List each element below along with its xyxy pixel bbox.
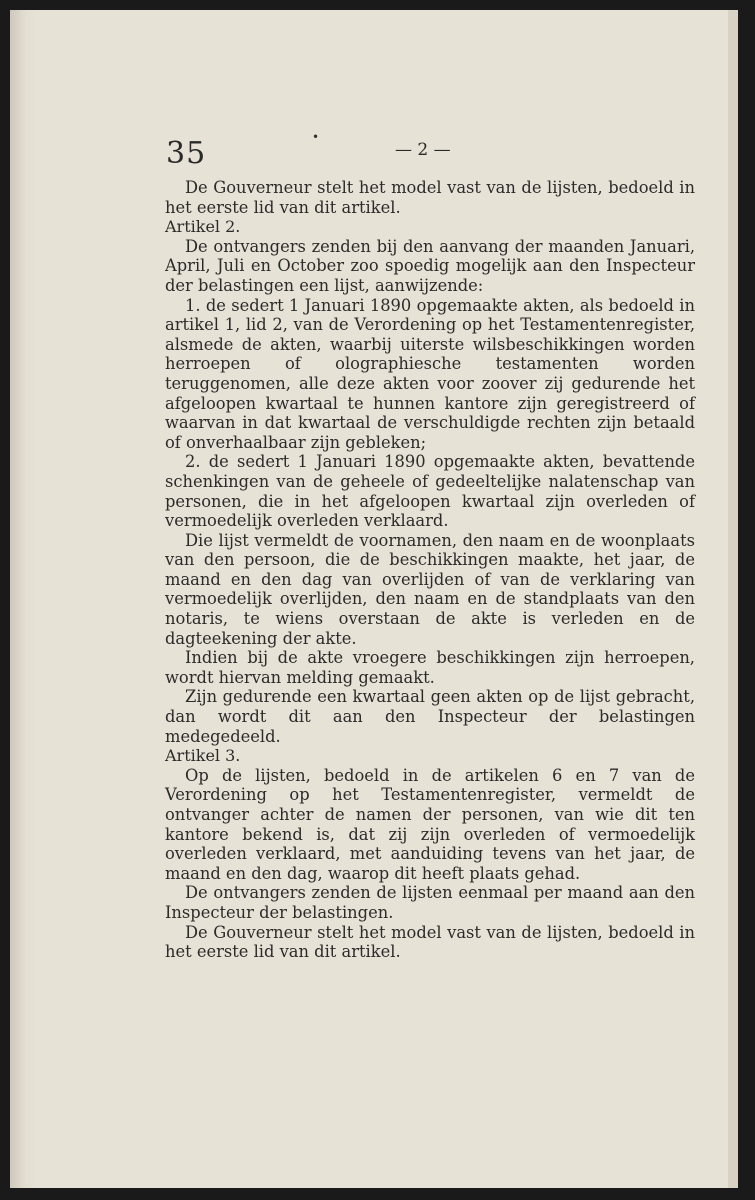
list-item: 1. de sedert 1 Januari 1890 opgemaakte akten, als bedoeld in artikel 1, lid 2, van de Verordening op het Testamentenregister, alsmede de akten, waarbij uiterste wilsbeschikkingen worden herroepen of olographiesche testamenten worden teruggenomen, alle deze akten voor zoover zij gedurende het afgeloopen kwartaal te hunnen kantore zijn geregistreerd of waarvan in dat kwartaal de verschuldigde rechten zijn betaald of onverhaalbaar zijn gebleken;	[165, 295, 695, 452]
article-heading: Artikel 3.	[165, 746, 241, 766]
paragraph: Indien bij de akte vroegere beschikkingen zijn herroepen, wordt hiervan melding gemaakt.	[165, 648, 695, 687]
document-page	[10, 10, 738, 1188]
page-edge	[728, 10, 738, 1188]
article-heading: Artikel 2.	[165, 217, 241, 237]
paragraph: De Gouverneur stelt het model vast van de lijsten, bedoeld in het eerste lid van dit artikel.	[165, 922, 695, 962]
paragraph: Op de lijsten, bedoeld in de artikelen 6 en 7 van de Verordening op het Testamentenregister, vermeldt de ontvanger achter de namen der personen, van wie dit ten kantore bekend is, dat zij zijn overleden of vermoedelijk overleden verklaard, met aanduiding tevens van het jaar, de maand en den dag, waarop dit heeft plaats gehad.	[165, 765, 695, 883]
paragraph: De ontvangers zenden de lijsten eenmaal per maand aan den Inspecteur der belastingen.	[165, 883, 695, 922]
book-spine-shadow	[10, 10, 36, 1188]
page-number: 35	[166, 136, 207, 171]
paragraph: Die lijst vermeldt de voornamen, den naam en de woonplaats van den persoon, die de beschikkingen maakte, het jaar, de maand en den dag van overlijden of van de verklaring van vermoedelijk overlijden, den naam en de standplaats van den notaris, te wiens overstaan de akte is verleden en de dagteekening der akte.	[165, 530, 695, 648]
paragraph: De Gouverneur stelt het model vast van de lijsten, bedoeld in het eerste lid van dit artikel.	[165, 178, 695, 217]
paragraph: De ontvangers zenden bij den aanvang der maanden Januari, April, Juli en October zoo spoedig mogelijk aan den Inspecteur der belastingen een lijst, aanwijzende:	[165, 236, 695, 295]
page-dot-mark: •	[312, 130, 320, 144]
body-text	[165, 178, 695, 962]
running-head: — 2 —	[395, 140, 451, 160]
list-item: 2. de sedert 1 Januari 1890 opgemaakte akten, bevattende schenkingen van de geheele of gedeeltelijke nalatenschap van personen, die in het afgeloopen kwartaal zijn overleden of vermoedelijk overleden verklaard.	[165, 452, 695, 531]
paragraph: Zijn gedurende een kwartaal geen akten op de lijst gebracht, dan wordt dit aan den Inspecteur der belastingen medegedeeld.	[165, 687, 695, 746]
